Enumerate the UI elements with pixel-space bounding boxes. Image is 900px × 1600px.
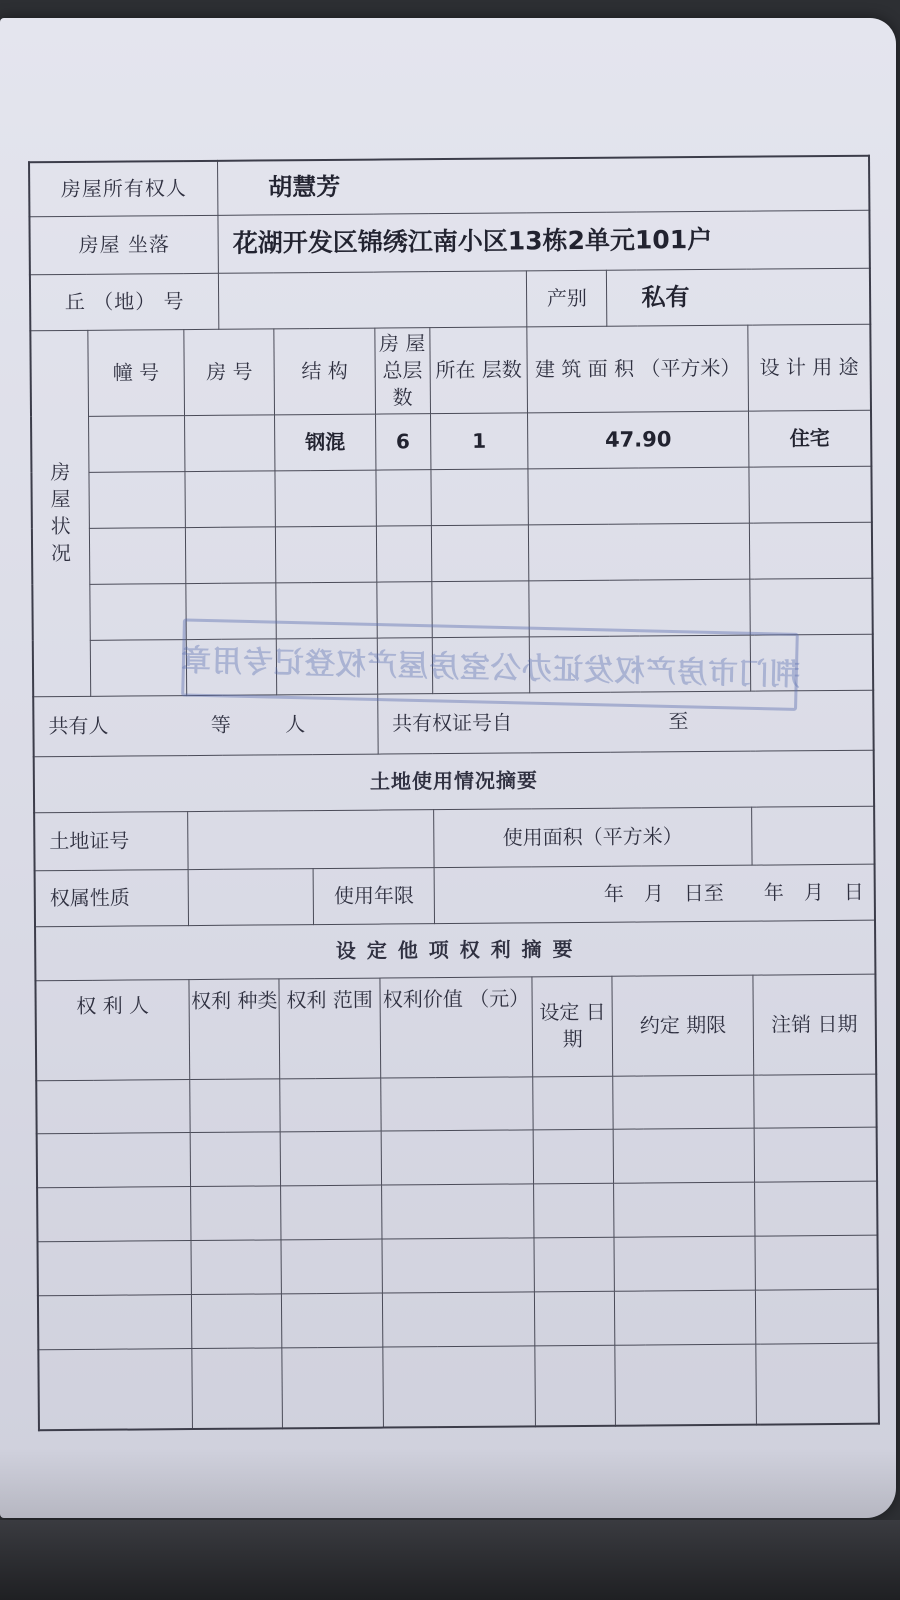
header-building-no: 幢 号 xyxy=(88,329,185,416)
rights-row xyxy=(36,1074,876,1134)
ownership-nature-value xyxy=(188,868,314,925)
cell-floor xyxy=(432,636,530,693)
house-status-header-row xyxy=(30,324,871,417)
cell-area xyxy=(528,467,749,525)
property-type-value: 私有 xyxy=(641,282,690,312)
certificate-page xyxy=(0,18,896,1518)
use-term-label: 使用年限 xyxy=(313,867,434,924)
cell-building-no xyxy=(89,527,186,584)
header-agreed-term: 约定 期限 xyxy=(612,975,753,1076)
plot-row xyxy=(30,268,870,331)
header-set-date: 设定 日期 xyxy=(532,976,613,1077)
cell-room-no xyxy=(185,470,276,527)
header-rights-kind: 权利 种类 xyxy=(189,978,280,1079)
cell-area: 47.90 xyxy=(528,411,749,469)
other-rights-header-row xyxy=(35,974,876,1081)
house-status-row xyxy=(32,522,872,585)
cell-floor: 1 xyxy=(430,412,528,469)
form-table xyxy=(28,155,880,1432)
cell-structure xyxy=(275,470,376,527)
land-use-title: 土地使用情况摘要 xyxy=(34,750,874,813)
cell-total-floors xyxy=(376,525,432,581)
location-value: 花湖开发区锦绣江南小区13栋2单元101户 xyxy=(232,225,713,258)
use-area-value xyxy=(751,806,874,865)
ownership-nature-row xyxy=(35,864,875,927)
header-rights-holder: 权 利 人 xyxy=(35,979,189,1080)
co-owner-label: 共有人 xyxy=(48,713,109,738)
house-status-row xyxy=(32,578,872,641)
cell-building-no xyxy=(88,415,185,472)
rights-row xyxy=(38,1343,879,1430)
use-term-value: 年 月 日至 年 月 日 xyxy=(434,864,875,923)
land-use-title-row xyxy=(34,750,874,813)
cell-floor xyxy=(431,468,529,525)
location-value-cell xyxy=(218,210,870,273)
land-cert-no-value xyxy=(188,809,434,869)
cell-floor xyxy=(431,524,529,581)
co-owner-to-label: 至 xyxy=(668,708,689,733)
header-structure: 结 构 xyxy=(274,328,375,415)
cell-room-no xyxy=(185,526,276,583)
cell-room-no xyxy=(186,582,277,639)
side-char-2: 屋 xyxy=(50,486,71,512)
house-status-row xyxy=(31,410,871,473)
cell-building-no xyxy=(90,583,187,640)
house-status-row xyxy=(33,634,873,697)
co-owner-cert-from-label: 共有权证号自 xyxy=(391,710,513,735)
land-cert-row xyxy=(34,806,874,871)
cell-use xyxy=(750,578,873,635)
owner-row xyxy=(29,156,869,217)
location-label: 房屋 坐落 xyxy=(29,215,218,274)
cell-total-floors: 6 xyxy=(375,413,431,469)
property-type-label: 产别 xyxy=(527,270,608,327)
side-char-1: 房 xyxy=(50,459,71,485)
cell-use xyxy=(749,466,872,523)
co-owner-cert-cell xyxy=(377,690,873,754)
cell-use: 住宅 xyxy=(748,410,871,467)
side-char-4: 况 xyxy=(50,540,72,566)
cell-building-no xyxy=(90,639,187,696)
house-status-row xyxy=(31,466,871,529)
ownership-form xyxy=(28,155,880,1432)
co-owner-row xyxy=(33,690,873,757)
cell-room-no xyxy=(186,638,277,695)
side-char-3: 状 xyxy=(50,513,71,539)
header-rights-scope: 权利 范围 xyxy=(279,978,380,1079)
other-rights-title-row xyxy=(35,920,875,981)
owner-value-cell xyxy=(218,156,870,215)
other-rights-title: 设 定 他 项 权 利 摘 要 xyxy=(35,920,875,981)
owner-label: 房屋所有权人 xyxy=(29,161,218,216)
ownership-nature-label: 权属性质 xyxy=(35,869,189,926)
header-total-floors: 房 屋 总层数 xyxy=(374,327,430,413)
co-owner-cell xyxy=(33,694,378,757)
cell-structure xyxy=(276,526,377,583)
cell-area xyxy=(529,579,750,637)
plot-label: 丘 （地） 号 xyxy=(30,273,219,330)
rights-row xyxy=(37,1181,877,1241)
owner-name: 胡慧芳 xyxy=(268,172,341,202)
cell-structure xyxy=(277,638,378,695)
cell-use xyxy=(750,634,873,691)
cell-structure xyxy=(276,582,377,639)
cell-floor xyxy=(432,580,530,637)
header-room-no: 房 号 xyxy=(184,328,275,415)
house-status-side-label xyxy=(30,330,90,696)
cell-total-floors xyxy=(376,469,432,525)
cell-room-no xyxy=(185,414,276,471)
plot-value xyxy=(219,270,527,328)
rights-row xyxy=(37,1128,877,1188)
property-type-cell xyxy=(607,268,871,326)
cell-total-floors xyxy=(377,637,433,693)
header-use: 设 计 用 途 xyxy=(748,324,871,411)
land-cert-no-label: 土地证号 xyxy=(34,811,188,870)
header-area: 建 筑 面 积 （平方米） xyxy=(527,325,748,413)
header-floor: 所在 层数 xyxy=(430,326,528,413)
cell-area xyxy=(529,635,750,693)
header-rights-value: 权利价值 （元） xyxy=(380,976,533,1077)
cell-area xyxy=(529,523,750,581)
cell-use xyxy=(749,522,872,579)
book-edge xyxy=(0,1520,900,1600)
co-owner-equal: 等 xyxy=(210,712,231,737)
header-cancel-date: 注销 日期 xyxy=(753,974,876,1075)
co-owner-person: 人 xyxy=(285,711,306,736)
rights-row xyxy=(38,1289,878,1349)
cell-total-floors xyxy=(376,581,432,637)
location-row xyxy=(29,210,869,275)
cell-building-no xyxy=(89,471,186,528)
use-area-label: 使用面积（平方米） xyxy=(433,807,752,867)
stamp-text: 荆门市房产权发证办公室房屋产权登记专用章 xyxy=(179,643,801,693)
cell-structure: 钢混 xyxy=(275,414,376,471)
rights-row xyxy=(37,1235,877,1295)
